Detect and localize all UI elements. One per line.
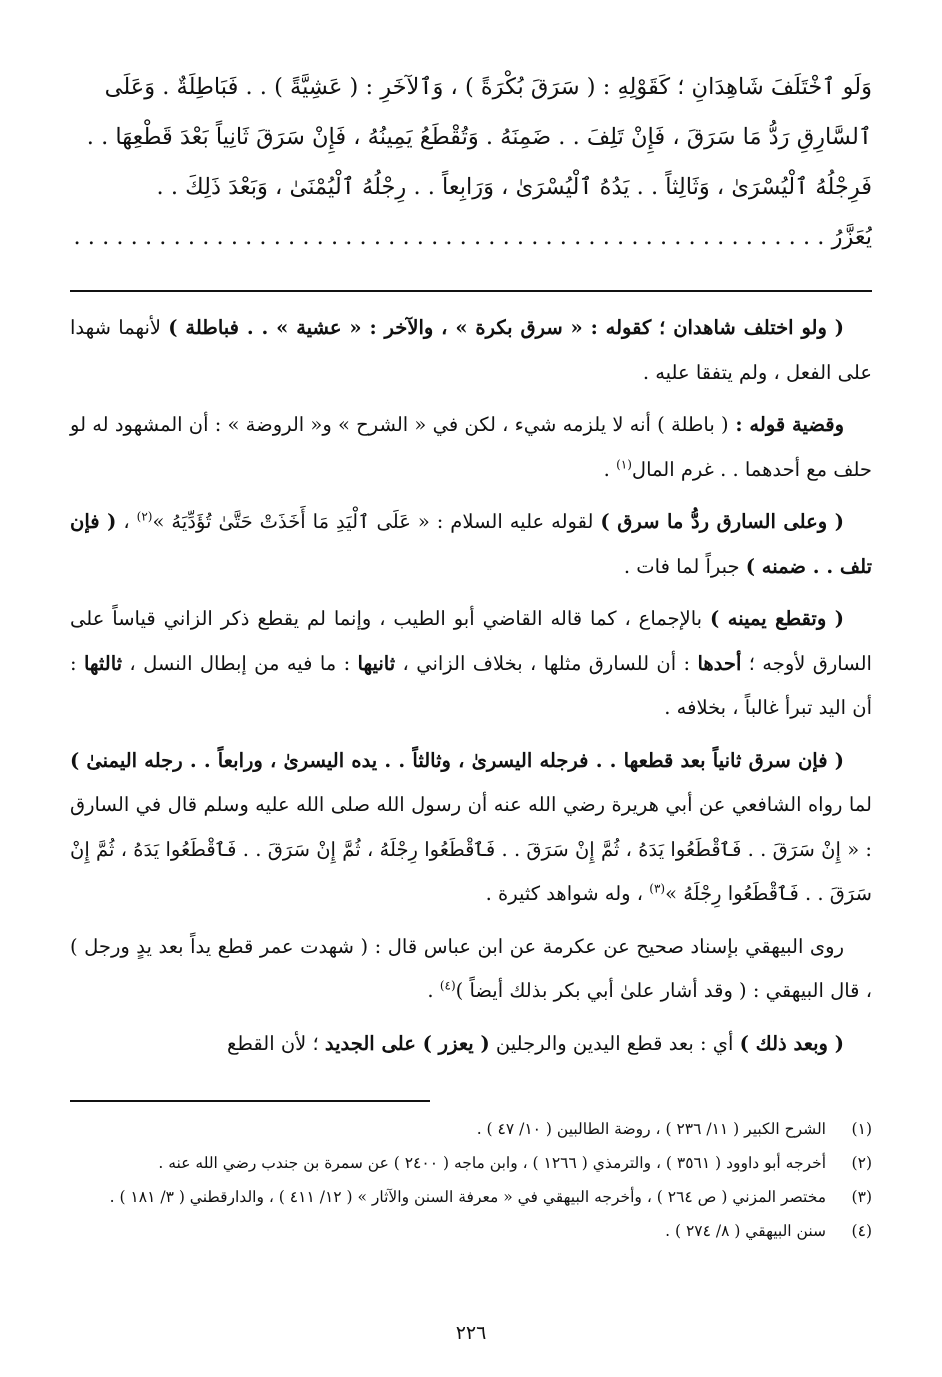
text: جبراً لما فات . bbox=[623, 554, 746, 578]
commentary bbox=[70, 306, 872, 1066]
bold-text: ( وبعد ذلك ) bbox=[739, 1031, 844, 1055]
commentary-paragraph bbox=[70, 306, 872, 395]
matn-line: ٱلسَّارِقِ رَدُّ مَا سَرَقَ ، فَإِنْ تَلِفَ . . ضَمِنَهُ . وَتُقْطَعُ يَمِينُهُ ، فَإِنْ سَرَقَ ثَانِياً بَعْدَ قَطْعِهَا . . bbox=[86, 124, 872, 150]
commentary-paragraph bbox=[70, 739, 872, 917]
commentary-paragraph bbox=[70, 1022, 872, 1067]
bold-text: ( وعلى السارق ردُّ ما سرق ) bbox=[600, 510, 844, 533]
text: ( باطلة ) أنه لا يلزمه شيء ، لكن في « الشرح » و« الروضة » : أن المشهود له لو حلف مع أحدهما . . غرم المال bbox=[70, 413, 872, 481]
footnote-text: مختصر المزني ( ص ٢٦٤ ) ، وأخرجه البيهقي في « معرفة السنن والآثار » ( ١٢/ ٤١١ ) ، والدارقطني ( ٣/ ١٨١ ) . bbox=[109, 1188, 826, 1206]
bold-text: ( ولو اختلف شاهدان ؛ كقوله : « سرق بكرة » ، والآخر : « عشية » . . فباطلة ) bbox=[168, 316, 844, 339]
page-body bbox=[70, 62, 872, 1250]
footnote-number: (٣) bbox=[851, 1188, 872, 1206]
commentary-paragraph bbox=[70, 500, 872, 589]
footnote bbox=[70, 1148, 872, 1178]
footnote-text: أخرجه أبو داوود ( ٣٥٦١ ) ، والترمذي ( ١٢٦٦ ) ، وابن ماجه ( ٢٤٠٠ ) عن سمرة بن جندب رضي الله عنه . bbox=[158, 1154, 826, 1172]
bold-text: أحدها bbox=[697, 651, 742, 675]
text: لما رواه الشافعي عن أبي هريرة رضي الله عنه أن رسول الله صلى الله عليه وسلم قال في السارق : « إِنْ سَرَقَ . . فَٱقْطَعُوا يَدَهُ ، ثُمَّ إِنْ سَرَقَ . . فَٱقْطَعُوا رِجْلَهُ ، ثُمَّ إِنْ سَرَقَ . . فَٱقْطَعُوا يَدَهُ ، ثُمَّ إِنْ سَرَقَ . . فَٱقْطَعُوا رِجْلَهُ » bbox=[70, 793, 872, 905]
matn-line: فَرِجْلُهُ ٱلْيُسْرَىٰ ، وَثَالِثاً . . يَدُهُ ٱلْيُسْرَىٰ ، وَرَابِعاً . . رِجْلُهُ ٱلْيُمْنَىٰ ، وَبَعْدَ ذَلِكَ . . bbox=[156, 174, 872, 200]
footnote bbox=[70, 1216, 872, 1246]
matn-divider bbox=[70, 290, 872, 292]
bold-text: ثالثها bbox=[83, 651, 123, 675]
text: لقوله عليه السلام : « عَلَى ٱلْيَدِ مَا أَخَذَتْ حَتَّىٰ تُؤَدِّيَهُ » bbox=[152, 510, 601, 533]
text: لأنهما شهدا على الفعل ، ولم يتفقا عليه . bbox=[70, 316, 872, 384]
footnote bbox=[70, 1114, 872, 1144]
commentary-paragraph bbox=[70, 403, 872, 492]
footnote-text: سنن البيهقي ( ٨/ ٢٧٤ ) . bbox=[665, 1222, 826, 1240]
bold-text: ثانيها bbox=[357, 651, 396, 675]
footnote-ref[interactable]: (٤) bbox=[439, 978, 456, 993]
text: . bbox=[427, 979, 440, 1002]
bold-text: ( فإن تلف . . ضمنه ) bbox=[70, 510, 872, 578]
footnote-number: (٢) bbox=[851, 1154, 872, 1172]
commentary-paragraph bbox=[70, 925, 872, 1014]
footnote-number: (٤) bbox=[851, 1222, 872, 1240]
text: . bbox=[603, 457, 617, 481]
bold-text: ( يعزر ) على الجديد bbox=[324, 1031, 490, 1055]
text: ، bbox=[116, 510, 137, 533]
commentary-paragraph bbox=[70, 597, 872, 731]
footnote-number: (١) bbox=[851, 1120, 872, 1138]
matn-text bbox=[70, 62, 872, 262]
footnote-divider bbox=[70, 1100, 430, 1102]
text: أي : بعد قطع اليدين والرجلين bbox=[489, 1031, 740, 1055]
text: : أن للسارق مثلها ، بخلاف الزاني ، bbox=[395, 651, 698, 675]
text: روى البيهقي بإسناد صحيح عن عكرمة عن ابن عباس قال : ( شهدت عمر قطع يداً بعد يدٍ ورجل ) ، قال البيهقي : ( وقد أشار علىٰ أبي بكر بذلك أيضاً ) bbox=[70, 934, 872, 1002]
footnotes bbox=[70, 1114, 872, 1246]
bold-text: ( فإن سرق ثانياً بعد قطعها . . فرجله اليسرىٰ ، وثالثاً . . يده اليسرىٰ ، ورابعاً . . رجله اليمنىٰ ) bbox=[70, 748, 844, 772]
matn-line: وَلَو ٱخْتَلَفَ شَاهِدَانِ ؛ كَقَوْلِهِ : ( سَرَقَ بُكْرَةً ) ، وَٱلآخَرِ : ( عَشِيَّةً ) . . فَبَاطِلَةٌ . وَعَلَى bbox=[104, 74, 872, 100]
footnote bbox=[70, 1182, 872, 1212]
text: بالإجماع ، كما قاله القاضي أبو الطيب ، وإنما لم يقطع ذكر الزاني قياساً على السارق لأوجه ؛ bbox=[70, 607, 872, 675]
bold-text: ( وتقطع يمينه ) bbox=[710, 607, 844, 630]
footnote-ref[interactable]: (٣) bbox=[649, 881, 666, 896]
page-number: ٢٢٦ bbox=[455, 1322, 487, 1344]
matn-line: يُعَزَّرُ . . . . . . . . . . . . . . . . . . . . . . . . . . . . . . . . . . . . . . . . . . . . . . . . . . . . . bbox=[73, 224, 872, 250]
footnote-ref[interactable]: (١) bbox=[616, 457, 632, 471]
footnote-text: الشرح الكبير ( ١١/ ٢٣٦ ) ، روضة الطالبين ( ١٠/ ٤٧ ) . bbox=[476, 1120, 826, 1138]
text: ؛ لأن القطع bbox=[227, 1031, 325, 1055]
bold-text: وقضية قوله : bbox=[728, 413, 844, 436]
text: : ما فيه من إبطال النسل ، bbox=[122, 651, 358, 675]
text: : أن اليد تبرأ غالباً ، بخلافه . bbox=[70, 651, 872, 719]
text: ، وله شواهد كثيرة . bbox=[485, 882, 650, 905]
footnote-ref[interactable]: (٢) bbox=[136, 509, 153, 524]
